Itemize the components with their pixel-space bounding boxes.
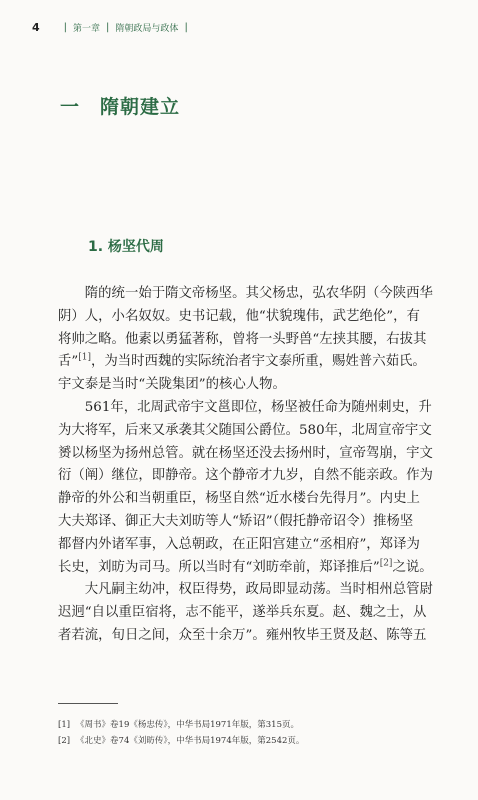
paragraph-line: 衍（阐）继位，即静帝。这个静帝才九岁，自然不能亲政。作为 [58, 468, 433, 484]
footnote-2 [58, 733, 438, 749]
footnote-divider [58, 703, 118, 704]
footnote-1 [58, 717, 438, 733]
footnote-mark: [1] [58, 720, 71, 730]
paragraph-line: 宇文泰是当时“关陇集团”的核心人物。 [58, 377, 286, 393]
paragraph-line: 迟迥“自以重臣宿将，志不能平，遂举兵东夏。赵、魏之士，从 [58, 605, 427, 621]
line-text: 长史，刘昉为司马。所以当时有“刘昉牵前，郑译推后” [58, 559, 380, 575]
paragraph-line: 阴）人，小名奴奴。史书记载，他“状貌瑰伟，武艺绝伦”，有 [58, 308, 420, 324]
chapter-title: 隋朝政局与政体 [115, 23, 179, 34]
subsection-heading: 1. 杨坚代周 [88, 239, 164, 255]
header-divider: | [63, 21, 68, 33]
paragraph-line: 隋的统一始于隋文帝杨坚。其父杨忠，弘农华阴（今陕西华 [58, 286, 433, 301]
paragraph-line: 为大将军，后来又承袭其父随国公爵位。580年，北周宣帝宇文 [58, 422, 432, 438]
footnote-mark: [2] [58, 736, 71, 746]
body-text [58, 283, 433, 648]
page-number: 4 [32, 20, 40, 34]
paragraph-line: 大夫郑译、御正大夫刘昉等人“矫诏”（假托静帝诏令）推杨坚 [58, 513, 414, 529]
running-header [32, 19, 194, 35]
footnote-ref[interactable]: [2] [379, 558, 393, 569]
chapter-label: 第一章 [73, 23, 101, 34]
line-text: 舌” [58, 354, 79, 370]
header-divider-2: | [106, 21, 110, 33]
paragraph-line: 者若流，旬日之间，众至十余万”。雍州牧毕王贤及赵、陈等五 [58, 627, 427, 643]
footnotes [58, 717, 438, 749]
footnote-ref[interactable]: [1] [78, 352, 91, 363]
paragraph-line: 将帅之略。他素以勇猛著称，曾将一头野兽“左挟其腰，右拔其 [58, 331, 427, 347]
section-heading: 一 隋朝建立 [60, 96, 181, 118]
paragraph-line: 都督内外诸军事，入总朝政，在正阳宫建立“丞相府”，郑译为 [58, 536, 420, 552]
paragraph-line [58, 351, 430, 374]
line-text: ，为当时西魏的实际统治者宇文泰所重，赐姓普六茹氏。 [91, 354, 426, 370]
paragraph-line: 静帝的外公和当朝重臣，杨坚自然“近水楼台先得月”。内史上 [58, 491, 420, 507]
paragraph-line: 561年，北周武帝宇文邕即位，杨坚被任命为随州刺史，升 [58, 399, 432, 415]
header-divider-3: | [184, 21, 188, 33]
footnote-text: 《北史》卷74《刘昉传》，中华书局1974年版，第2542页。 [76, 736, 305, 746]
line-text: 之说。 [392, 559, 433, 575]
footnote-text: 《周书》卷19《杨忠传》，中华书局1971年版，第315页。 [76, 720, 299, 730]
paragraph-line: 大凡嗣主幼冲，权臣得势，政局即显动荡。当时相州总管尉 [58, 582, 433, 598]
paragraph-line [58, 557, 433, 580]
paragraph-line: 赟以杨坚为扬州总管。就在杨坚还没去扬州时，宣帝驾崩，宇文 [58, 445, 433, 461]
